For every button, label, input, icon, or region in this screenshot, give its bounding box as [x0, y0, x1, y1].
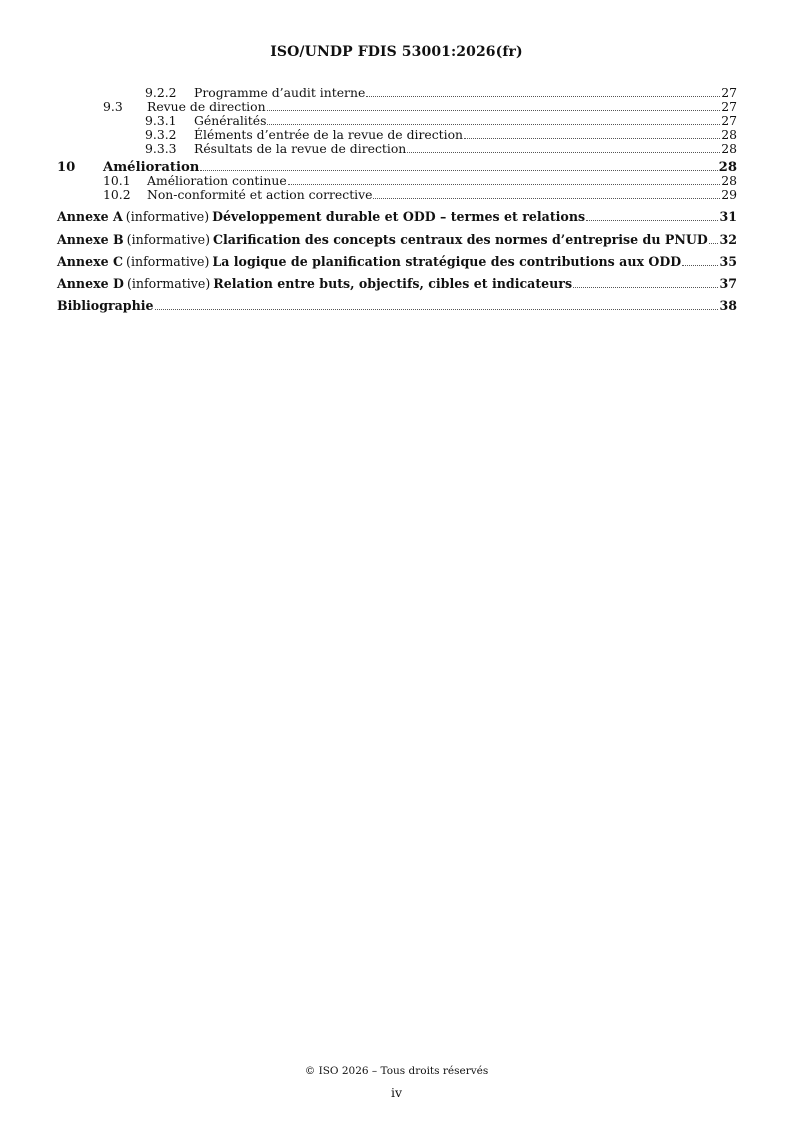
copyright-notice: © ISO 2026 – Tous droits réservés: [304, 1065, 489, 1077]
dot-leader: [573, 287, 718, 288]
toc-entry-10[interactable]: [57, 161, 737, 174]
dot-leader: [407, 152, 720, 153]
annex-type: (informative): [126, 231, 210, 247]
toc-bibliography[interactable]: [57, 299, 737, 313]
toc-entry-10-1[interactable]: [57, 174, 737, 188]
dot-leader: [586, 220, 718, 221]
toc-entry-title: Revue de direction: [147, 99, 266, 114]
annex-label: Annexe D: [57, 276, 124, 292]
toc-entry-9-2-2[interactable]: [57, 86, 737, 100]
toc-entry-title: Amélioration continue: [147, 173, 287, 189]
page-number: iv: [390, 1085, 403, 1100]
dot-leader: [373, 198, 720, 199]
annex-type: (informative): [126, 276, 211, 292]
bibliography-title: Bibliographie: [57, 298, 154, 314]
toc-annex-b[interactable]: [57, 233, 737, 247]
toc-entry-9-3-1[interactable]: [57, 114, 737, 128]
toc-annex-c[interactable]: [57, 255, 737, 269]
annex-label: Annexe A: [57, 209, 123, 225]
annex-type: (informative): [126, 253, 210, 269]
annex-title: Relation entre buts, objectifs, cibles et indicateurs: [213, 276, 573, 292]
dot-leader: [288, 184, 721, 185]
toc-entry-number: 10.2: [103, 187, 131, 203]
toc-entry-number: 9.3.2: [145, 127, 177, 142]
toc-entry-number: 9.3.3: [145, 141, 177, 156]
dot-leader: [155, 309, 719, 310]
annex-page: 37: [719, 276, 737, 292]
toc-entry-number: 10.1: [103, 173, 131, 189]
annex-label: Annexe C: [57, 253, 124, 269]
annex-page: 35: [719, 253, 737, 269]
toc-entry-number: 9.3: [103, 99, 123, 114]
annex-page: 32: [719, 231, 737, 247]
toc-entry-10-2[interactable]: [57, 188, 737, 202]
toc-entry-9-3[interactable]: [57, 100, 737, 114]
toc-annex-a[interactable]: [57, 210, 737, 224]
dot-leader: [267, 124, 720, 125]
toc-entry-page: 27: [721, 85, 737, 100]
table-of-contents: [57, 86, 737, 313]
toc-entry-number: 9.2.2: [145, 85, 177, 100]
dot-leader: [267, 110, 721, 111]
toc-entry-number: 10: [57, 160, 76, 175]
dot-leader: [682, 265, 718, 266]
toc-entry-title: Généralités: [194, 113, 267, 128]
annex-label: Annexe B: [57, 231, 124, 247]
dot-leader: [366, 96, 720, 97]
annex-title: La logique de planification stratégique des contributions aux ODD: [212, 253, 682, 269]
toc-entry-page: 27: [721, 99, 737, 114]
toc-entry-9-3-3[interactable]: [57, 142, 737, 156]
toc-annex-d[interactable]: [57, 277, 737, 291]
toc-entry-page: 28: [721, 141, 737, 156]
document-header: ISO/UNDP FDIS 53001:2026(fr): [270, 44, 523, 60]
toc-entry-9-3-2[interactable]: [57, 128, 737, 142]
bibliography-page: 38: [719, 298, 737, 314]
toc-entry-number: 9.3.1: [145, 113, 177, 128]
toc-entry-page: 28: [718, 160, 737, 175]
annex-title: Clarification des concepts centraux des normes d’entreprise du PNUD: [213, 231, 708, 247]
toc-entry-page: 27: [721, 113, 737, 128]
dot-leader: [200, 170, 717, 171]
annex-title: Développement durable et ODD – termes et relations: [212, 209, 586, 225]
dot-leader: [709, 243, 719, 244]
toc-entry-page: 29: [721, 187, 737, 203]
annex-type: (informative): [125, 209, 210, 225]
toc-entry-title: Résultats de la revue de direction: [194, 141, 407, 156]
toc-entry-title: Éléments d’entrée de la revue de direction: [194, 127, 464, 142]
toc-entry-title: Non-conformité et action corrective: [147, 187, 373, 203]
toc-entry-title: Amélioration: [103, 160, 200, 175]
toc-entry-page: 28: [721, 127, 737, 142]
annex-page: 31: [719, 209, 737, 225]
toc-entry-title: Programme d’audit interne: [194, 85, 366, 100]
toc-entry-page: 28: [721, 173, 737, 189]
dot-leader: [464, 138, 720, 139]
